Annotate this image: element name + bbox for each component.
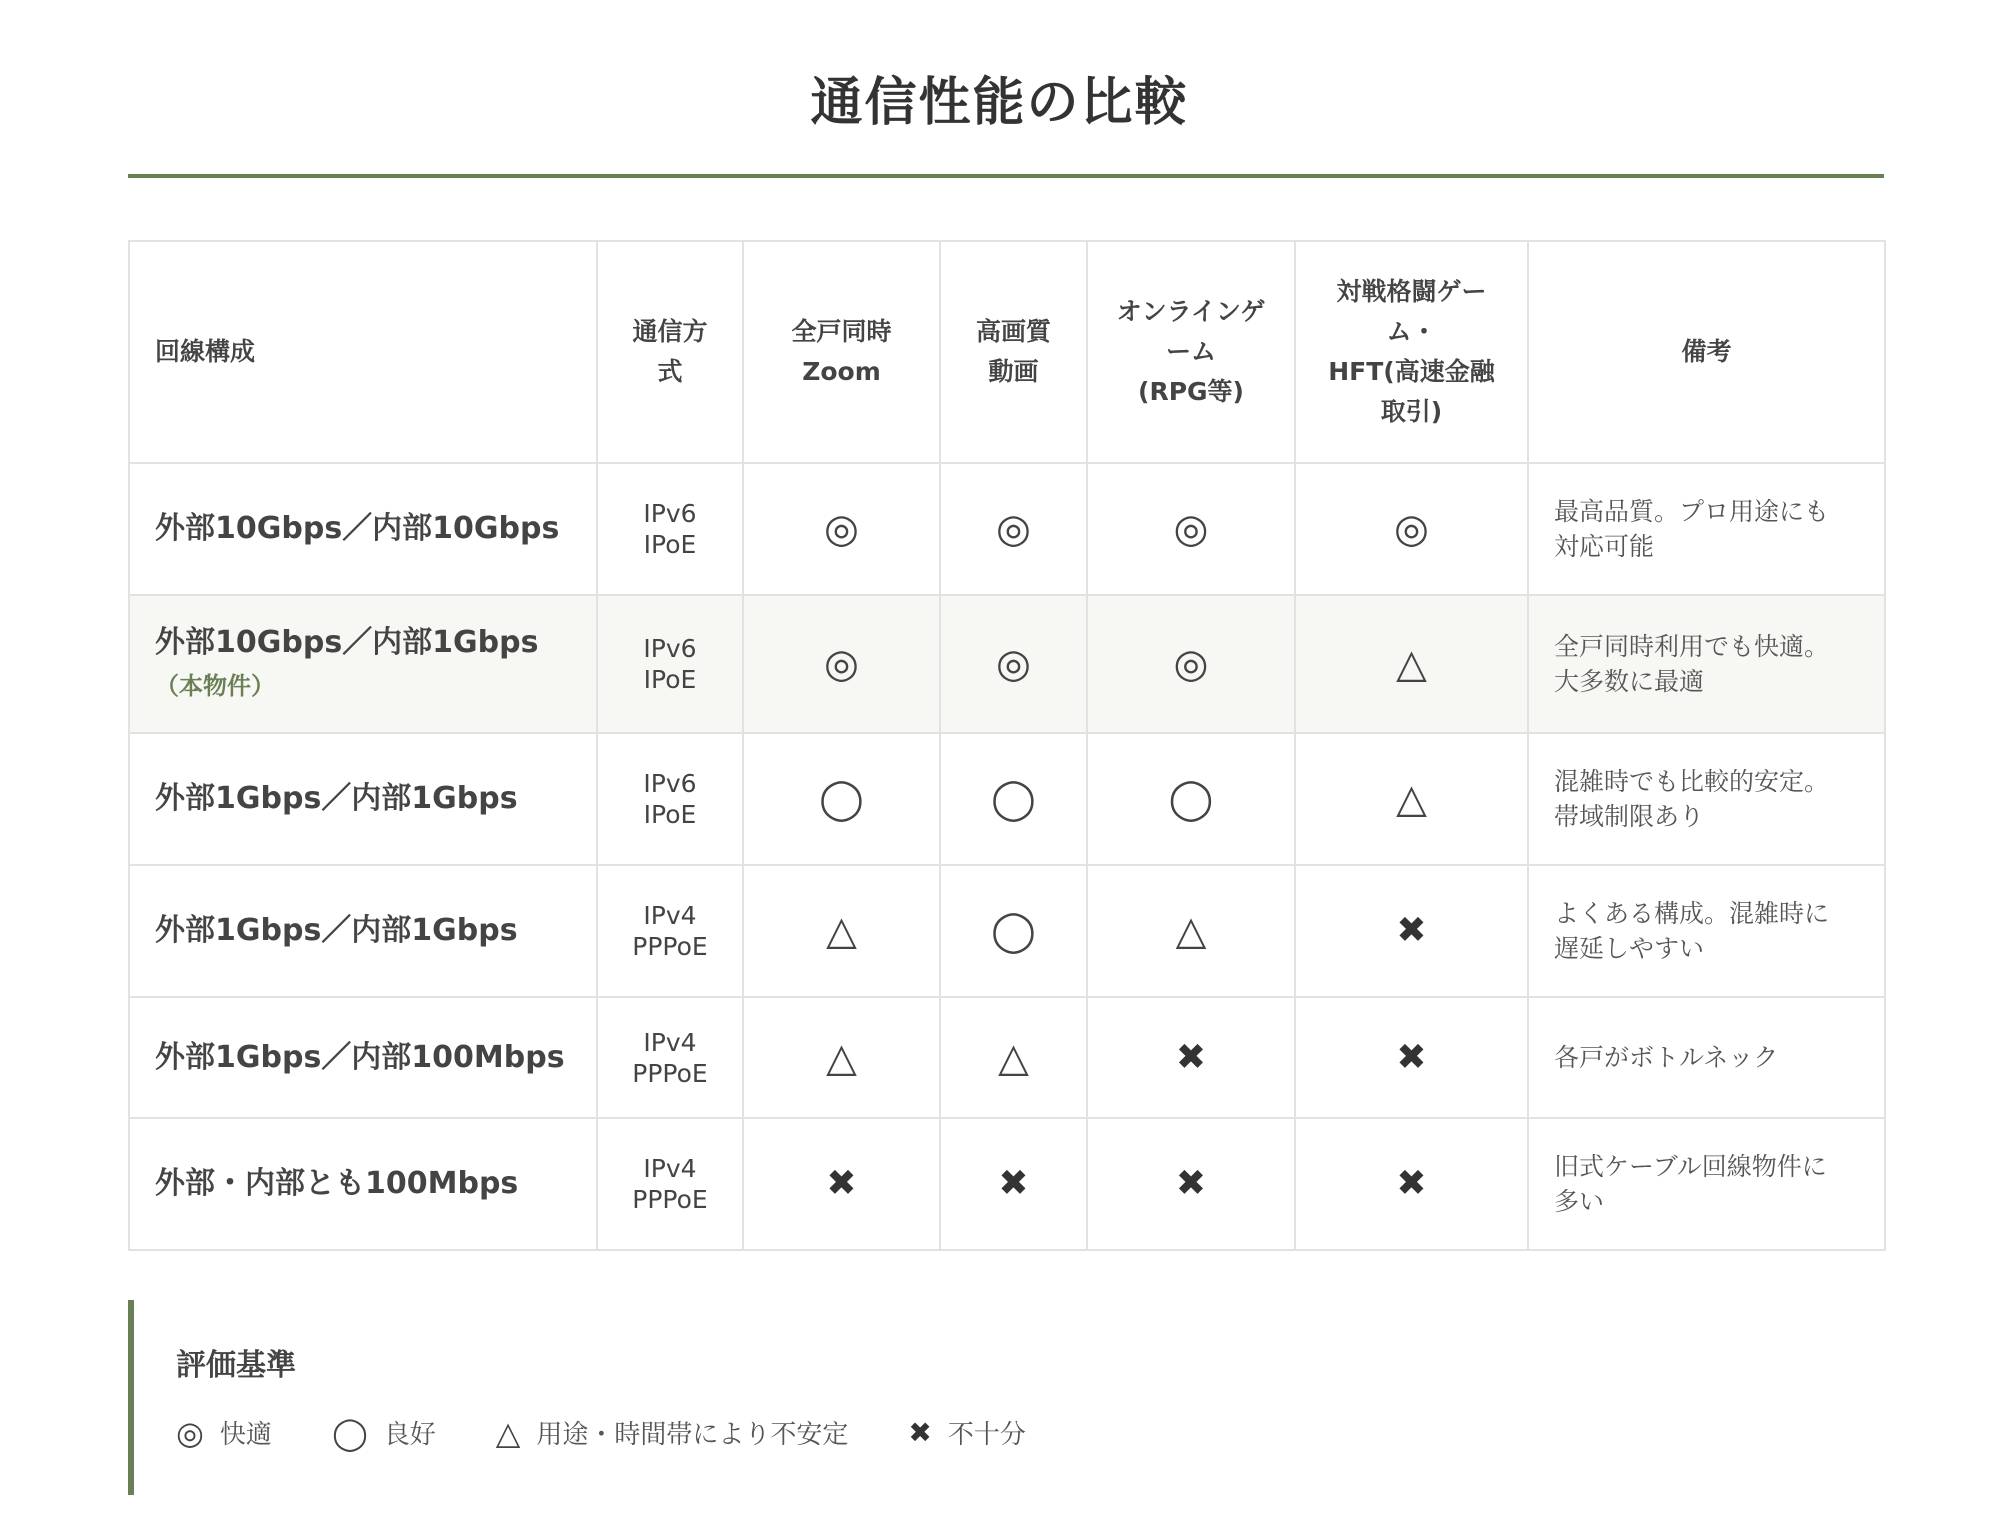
legend-item-insufficient	[908, 1414, 1025, 1451]
method-cell: IPv6 IPoE	[597, 733, 743, 865]
legend-label: 用途・時間帯により不安定	[536, 1420, 849, 1450]
video-rating: ◯	[940, 733, 1087, 865]
online-game-rating: △	[1087, 865, 1295, 997]
table-row	[129, 865, 1885, 997]
fighting-game-rating: ◎	[1295, 463, 1528, 595]
fighting-game-rating: ✖	[1295, 865, 1528, 997]
circle-icon: ◯	[331, 1413, 368, 1452]
online-game-rating: ✖	[1087, 1118, 1295, 1250]
fighting-game-rating: ✖	[1295, 997, 1528, 1118]
header-video: 高画質 動画	[940, 241, 1087, 463]
line-config-cell: 外部10Gbps／内部1Gbps（本物件）	[129, 595, 597, 733]
zoom-rating: ◎	[743, 595, 940, 733]
header-line-config: 回線構成	[129, 241, 597, 463]
fighting-game-rating: △	[1295, 733, 1528, 865]
evaluation-legend	[128, 1300, 1134, 1495]
comparison-table	[128, 240, 1886, 1251]
remark-cell: 旧式ケーブル回線物件に 多い	[1528, 1118, 1885, 1250]
method-cell: IPv6 IPoE	[597, 463, 743, 595]
remark-cell: よくある構成。混雑時に 遅延しやすい	[1528, 865, 1885, 997]
online-game-rating: ◎	[1087, 463, 1295, 595]
table-row	[129, 997, 1885, 1118]
header-zoom: 全戸同時 Zoom	[743, 241, 940, 463]
double-circle-icon: ◎	[176, 1413, 204, 1452]
page-title: 通信性能の比較	[810, 73, 1189, 133]
title-divider	[128, 174, 1884, 178]
method-cell: IPv4 PPPoE	[597, 997, 743, 1118]
legend-label: 不十分	[947, 1420, 1026, 1450]
legend-item-good	[332, 1414, 436, 1451]
fighting-game-rating: △	[1295, 595, 1528, 733]
remark-cell: 最高品質。プロ用途にも 対応可能	[1528, 463, 1885, 595]
legend-item-comfortable	[176, 1414, 272, 1451]
table-row-highlighted	[129, 595, 1885, 733]
remark-cell: 各戸がボトルネック	[1528, 997, 1885, 1118]
video-rating: △	[940, 997, 1087, 1118]
method-cell: IPv4 PPPoE	[597, 1118, 743, 1250]
this-property-note: （本物件）	[155, 671, 275, 700]
table-header-row	[129, 241, 1885, 463]
line-config-cell: 外部1Gbps／内部100Mbps	[129, 997, 597, 1118]
header-fighting-game: 対戦格闘ゲー ム・ HFT(高速金融 取引)	[1295, 241, 1528, 463]
online-game-rating: ✖	[1087, 997, 1295, 1118]
header-online-game: オンラインゲ ーム (RPG等)	[1087, 241, 1295, 463]
zoom-rating: △	[743, 865, 940, 997]
method-cell: IPv4 PPPoE	[597, 865, 743, 997]
legend-item-unstable	[496, 1414, 849, 1451]
cross-icon: ✖	[908, 1415, 932, 1449]
fighting-game-rating: ✖	[1295, 1118, 1528, 1250]
zoom-rating: ◎	[743, 463, 940, 595]
line-config-cell: 外部1Gbps／内部1Gbps	[129, 865, 597, 997]
table-row	[129, 1118, 1885, 1250]
video-rating: ◎	[940, 463, 1087, 595]
line-config-cell: 外部10Gbps／内部10Gbps	[129, 463, 597, 595]
zoom-rating: ◯	[743, 733, 940, 865]
online-game-rating: ◎	[1087, 595, 1295, 733]
table-row	[129, 463, 1885, 595]
triangle-icon: △	[495, 1413, 521, 1452]
remark-cell: 全戸同時利用でも快適。 大多数に最適	[1528, 595, 1885, 733]
legend-items	[176, 1414, 1086, 1451]
remark-cell: 混雑時でも比較的安定。 帯域制限あり	[1528, 733, 1885, 865]
header-method: 通信方 式	[597, 241, 743, 463]
line-config-cell: 外部1Gbps／内部1Gbps	[129, 733, 597, 865]
legend-label: 良好	[383, 1420, 436, 1450]
legend-label: 快適	[219, 1420, 272, 1450]
header-remark: 備考	[1528, 241, 1885, 463]
table-row	[129, 733, 1885, 865]
method-cell: IPv6 IPoE	[597, 595, 743, 733]
video-rating: ◎	[940, 595, 1087, 733]
online-game-rating: ◯	[1087, 733, 1295, 865]
video-rating: ✖	[940, 1118, 1087, 1250]
line-config-cell: 外部・内部とも100Mbps	[129, 1118, 597, 1250]
zoom-rating: △	[743, 997, 940, 1118]
zoom-rating: ✖	[743, 1118, 940, 1250]
legend-title: 評価基準	[176, 1348, 296, 1383]
video-rating: ◯	[940, 865, 1087, 997]
